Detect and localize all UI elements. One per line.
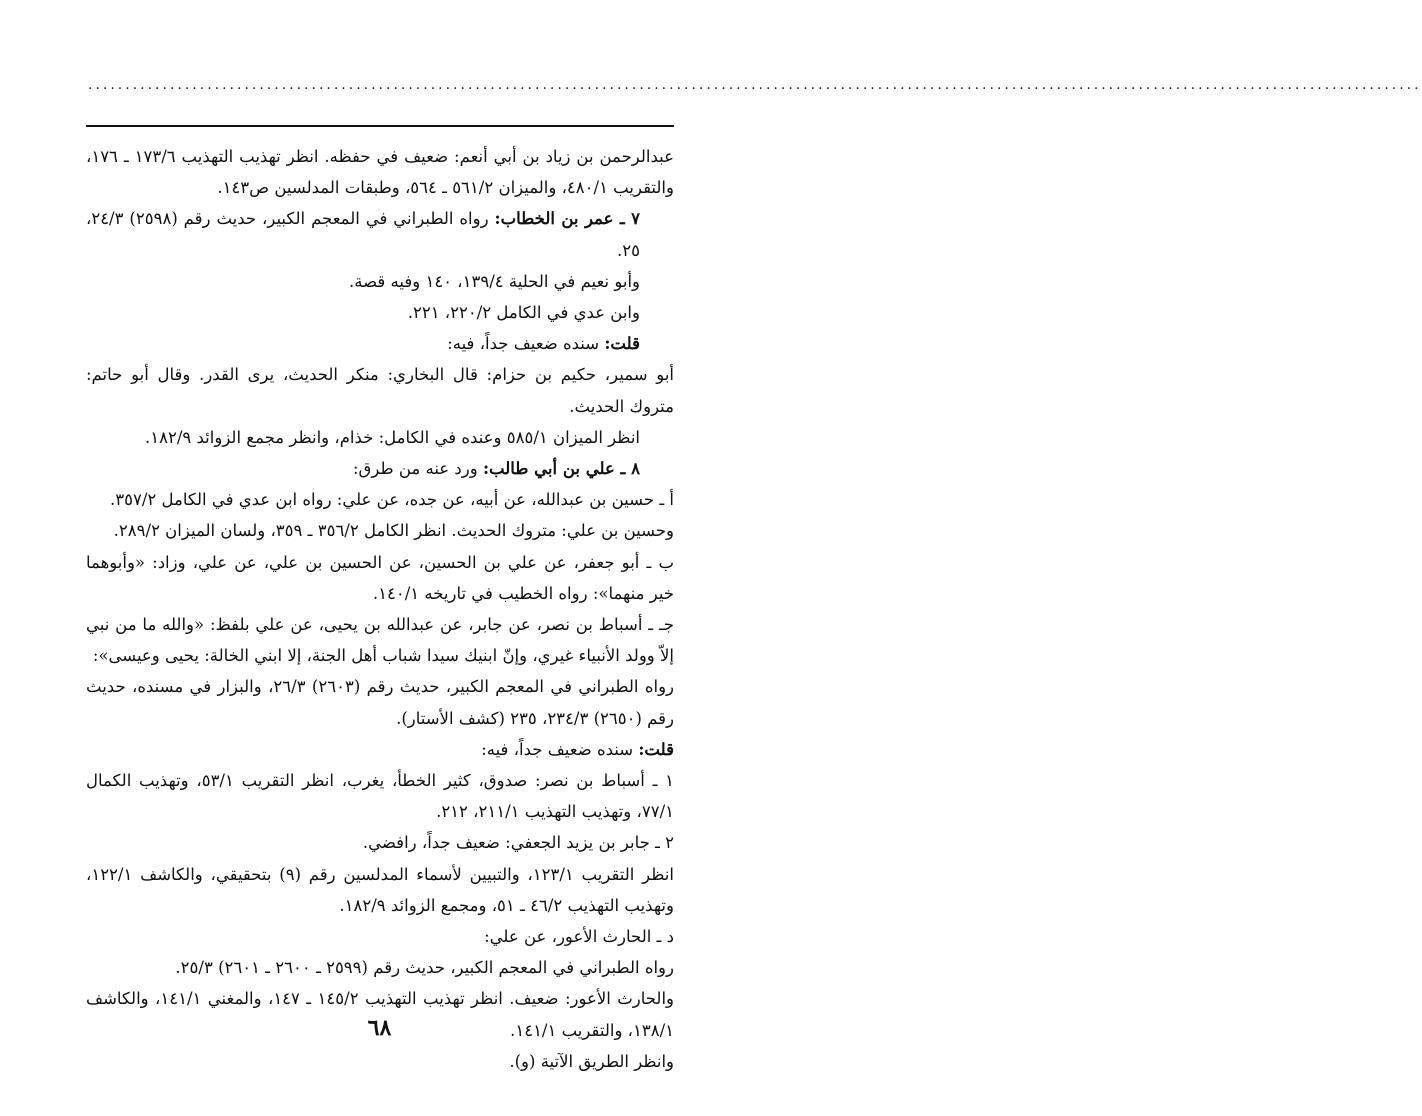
footnote-text: ب ـ أبو جعفر، عن علي بن الحسين، عن الحسين بن علي، عن علي، وزاد: «وأبوهما خير منهما»: رواه الخطيب في تاريخه ١٤٠/١. [86,552,674,603]
footnote-paragraph-p14 [86,734,674,765]
footnote-paragraph-p15 [86,765,674,827]
footnote-lead: قلت: [638,739,674,759]
footnote-text: أ ـ حسين بن عبدالله، عن أبيه، عن جده، عن علي: رواه ابن عدي في الكامل ٣٥٧/٢. [110,490,674,510]
footnote-text: انظر التقريب ١٢٣/١، والتبيين لأسماء المدلسين رقم (٩) بتحقيقي، والكاشف ١٢٢/١، وتهذيب التهذيب ٤٦/٢ ـ ٥١، ومجمع الزوائد ١٨٢/٩. [86,864,674,915]
footnote-paragraph-p18 [86,921,674,952]
footnote-text: ١ ـ أسباط بن نصر: صدوق، كثير الخطأ، يغرب، انظر التقريب ٥٣/١، وتهذيب الكمال ٧٧/١، وتهذيب التهذيب ٢١١/١، ٢١٢. [86,771,675,822]
footnote-text: وحسين بن علي: متروك الحديث. انظر الكامل ٣٥٦/٢ ـ ٣٥٩، ولسان الميزان ٢٨٩/٢. [113,521,674,541]
footnote-paragraph-p5 [86,328,674,359]
footnote-text: انظر الميزان ٥٨٥/١ وعنده في الكامل: خذام، وانظر مجمع الزوائد ١٨٢/٩. [145,427,640,447]
footnote-text: ٢ ـ جابر بن يزيد الجعفي: ضعيف جداً، رافضي. [362,833,674,853]
footnote-paragraph-p6 [86,359,674,421]
footnote-paragraph-p8 [86,453,674,484]
footnote-text: سنده ضعيف جداً، فيه: [447,334,605,354]
footnote-lead: ٧ ـ عمر بن الخطاب: [494,209,640,229]
footnote-text: والحارث الأعور: ضعيف. انظر تهذيب التهذيب ١٤٥/٢ ـ ١٤٧، والمغني ١٤١/١، والكاشف ١٣٨/١، والتقريب ١٤١/١. [86,989,674,1040]
footnote-paragraph-p16 [86,827,674,858]
footnote-paragraph-p4 [86,297,674,328]
footnote-text: سنده ضعيف جداً، فيه: [481,739,639,759]
footnote-text: ورد عنه من طرق: [353,459,483,479]
footnote-paragraph-p9 [86,484,674,515]
footnote-paragraph-p7 [86,422,674,453]
footnote-paragraph-p21 [86,1046,674,1077]
footnote-text: أبو سمير، حكيم بن حزام: قال البخاري: منكر الحديث، يرى القدر. وقال أبو حاتم: متروك الحديث. [86,365,674,416]
footnote-paragraph-p11 [86,547,674,609]
footnote-paragraph-p10 [86,515,674,546]
footnotes-body [86,141,674,1077]
footnote-text: وانظر الطريق الآتية (و). [509,1051,674,1071]
footnote-paragraph-p2 [86,203,674,265]
footnote-rule [86,125,674,127]
footnote-paragraph-p19 [86,952,674,983]
footnote-lead: ٨ ـ علي بن أبي طالب: [482,459,640,479]
footnote-paragraph-p17 [86,859,674,921]
footnote-paragraph-p3 [86,266,674,297]
footnote-text: وأبو نعيم في الحلية ١٣٩/٤، ١٤٠ وفيه قصة. [348,271,640,291]
dotted-separator: ................................................................................................................................................................................... [88,77,1422,93]
footnote-text: جـ ـ أسباط بن نصر، عن جابر، عن عبدالله بن يحيى، عن علي بلفظ: «والله ما من نبي إلاّ وولد الأنبياء غيري، وإنّ ابنيك سيدا شباب أهل الجنة، إلا ابني الخالة: يحيى وعيسى»: [86,615,674,666]
footnote-paragraph-p1 [86,141,674,203]
footnote-text: عبدالرحمن بن زياد بن أبي أنعم: ضعيف في حفظه. انظر تهذيب التهذيب ١٧٣/٦ ـ ١٧٦، والتقريب ٤٨٠/١، والميزان ٥٦١/٢ ـ ٥٦٤، وطبقات المدلسين ص١٤٣. [86,147,675,198]
footnote-text: رواه الطبراني في المعجم الكبير، حديث رقم (٢٥٩٨) ٢٤/٣، ٢٥. [86,209,640,260]
footnote-paragraph-p13 [86,671,674,733]
footnote-paragraph-p12 [86,609,674,671]
footnote-lead: قلت: [604,334,640,354]
footnote-text: رواه الطبراني في المعجم الكبير، حديث رقم (٢٦٠٣) ٢٦/٣، والبزار في مسنده، حديث رقم (٢٦٥٠) ٢٣٤/٣، ٢٣٥ (كشف الأستار). [86,677,675,728]
footnote-text: وابن عدي في الكامل ٢٢٠/٢، ٢٢١. [407,303,640,323]
page-number: ٦٨ [367,1015,392,1041]
footnote-text: رواه الطبراني في المعجم الكبير، حديث رقم (٢٥٩٩ ـ ٢٦٠٠ ـ ٢٦٠١) ٢٥/٣. [175,958,674,978]
footnote-text: د ـ الحارث الأعور، عن علي: [484,927,674,947]
